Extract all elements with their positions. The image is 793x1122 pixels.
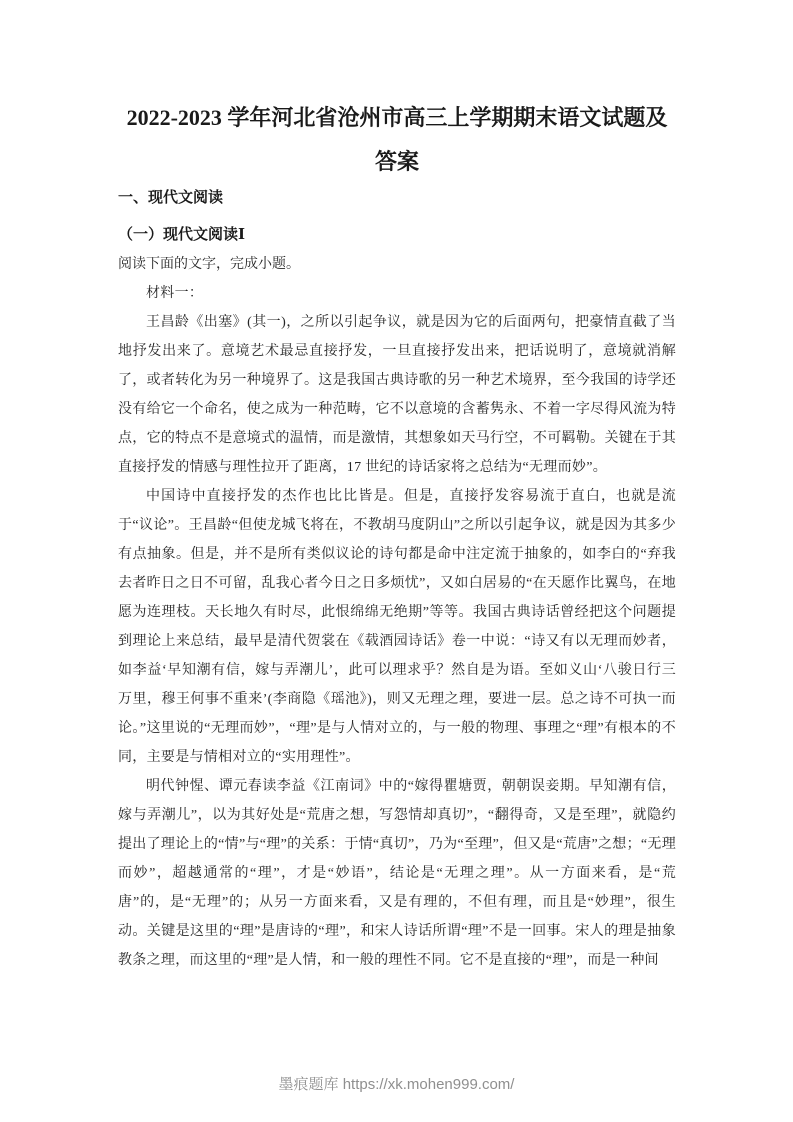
footer-site-name: 墨痕题库	[278, 1076, 339, 1093]
material-label: 材料一：	[146, 286, 204, 301]
subsection-heading: （一）现代文阅读Ⅰ	[118, 227, 246, 243]
reading-instruction: 阅读下面的文字，完成小题。	[118, 257, 300, 272]
body-paragraph: 明代钟惺、谭元春读李益《江南词》中的“嫁得瞿塘贾，朝朝误妾期。早知潮有信，嫁与弄潮儿”，以为其好处是“荒唐之想，写怨情却真切”，“翻得奇，又是至理”，就隐约提出了理论上的“情”与“理”的关系：于情“真切”，乃为“至理”，但又是“荒唐”之想；“无理而妙”，超越通常的“理”，才是“妙语”，结论是“无理之理”。从一方面来看，是“荒唐”的，是“无理”的；从另一方面来看，又是有理的，不但有理，而且是“妙理”，很生动。关键是这里的“理”是唐诗的“理”，和宋人诗话所谓“理”不是一回事。宋人的理是抽象教条之理，而这里的“理”是人情，和一般的理性不同。它不是直接的“理”，而是一种间	[118, 779, 676, 968]
section-heading: 一、现代文阅读	[118, 190, 224, 206]
page-title: 2022-2023 学年河北省沧州市高三上学期期末语文试题及答案	[126, 105, 668, 174]
footer-site-url: https://xk.mohen999.com/	[342, 1076, 515, 1093]
body-paragraph: 中国诗中直接抒发的杰作也比比皆是。但是，直接抒发容易流于直白，也就是流于“议论”。王昌龄“但使龙城飞将在，不教胡马度阴山”之所以引起争议，就是因为其多少有点抽象。但是，并不是所有类似议论的诗句都是命中注定流于抽象的，如李白的“弃我去者昨日之日不可留，乱我心者今日之日多烦忧”，又如白居易的“在天愿作比翼鸟，在地愿为连理枝。天长地久有时尽，此恨绵绵无绝期”等等。我国古典诗话曾经把这个问题提到理论上来总结，最早是清代贺裳在《载酒园诗话》卷一中说：“诗又有以无理而妙者，如李益‘早知潮有信，嫁与弄潮儿’，此可以理求乎？然自是为语。至如义山‘八骏日行三万里，穆王何事不重来’(李商隐《瑶池》)，则又无理之理，要进一层。总之诗不可执一而论。”这里说的“无理而妙”，“理”是与人情对立的，与一般的物理、事理之“理”有根本的不同，主要是与情相对立的“实用理性”。	[118, 489, 676, 765]
body-paragraph: 王昌龄《出塞》(其一)，之所以引起争议，就是因为它的后面两句，把豪情直截了当地抒发出来了。意境艺术最忌直接抒发，一旦直接抒发出来，把话说明了，意境就消解了，或者转化为另一种境界了。这是我国古典诗歌的另一种艺术境界，至今我国的诗学还没有给它一个命名，使之成为一种范畴，它不以意境的含蓄隽永、不着一字尽得风流为特点，它的特点不是意境式的温情，而是激情，其想象如天马行空，不可羁勒。关键在于其直接抒发的情感与理性拉开了距离，17 世纪的诗话家将之总结为“无理而妙”。	[118, 315, 676, 475]
page-footer	[0, 1073, 793, 1094]
